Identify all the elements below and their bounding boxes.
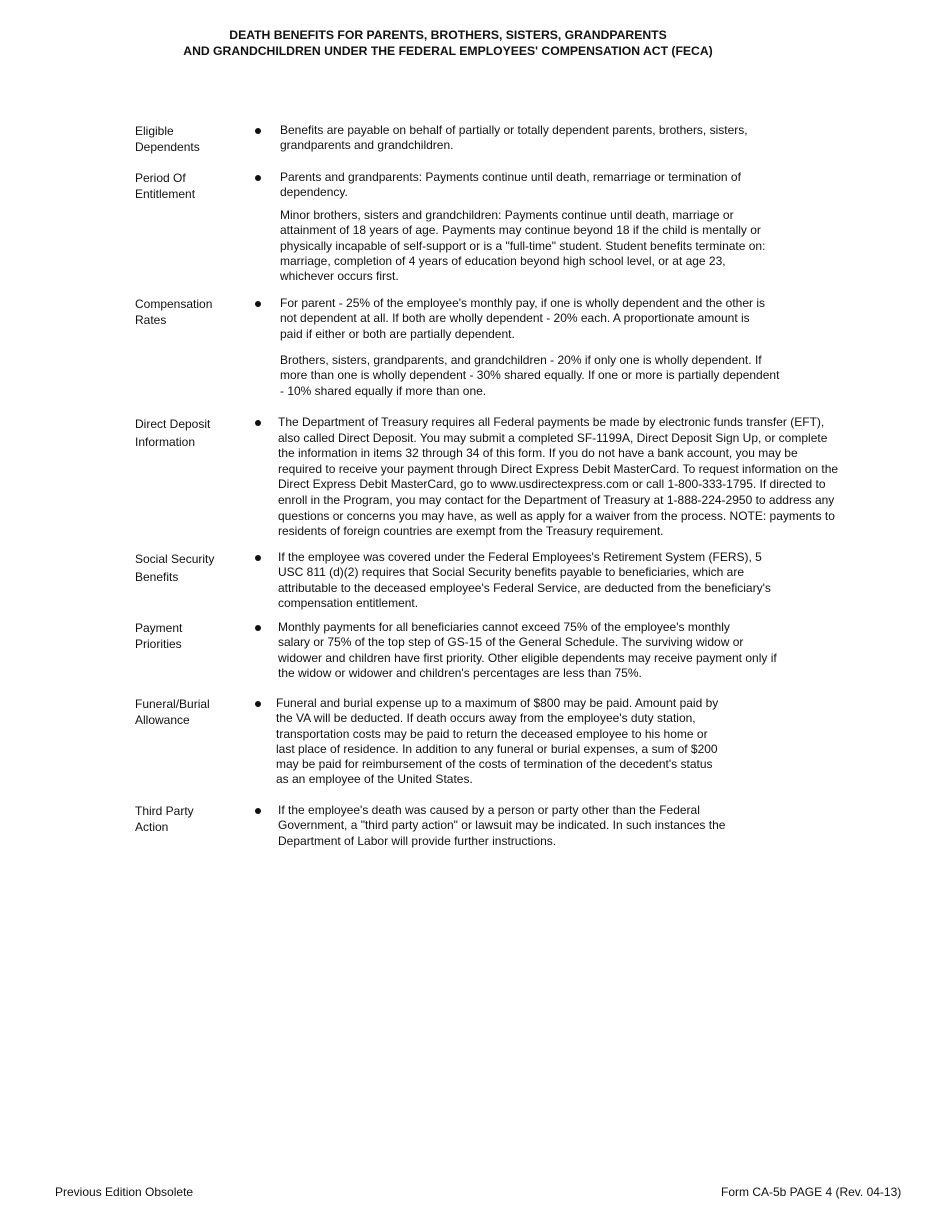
section-label: Direct Deposit Information — [135, 417, 211, 449]
page-title-line-1: DEATH BENEFITS FOR PARENTS, BROTHERS, SISTERS, GRANDPARENTS — [229, 28, 667, 42]
bullet-icon — [254, 551, 264, 565]
bullet-icon — [254, 697, 264, 711]
footer-edition-note: Previous Edition Obsolete — [55, 1185, 194, 1199]
section-paragraph: The Department of Treasury requires all Federal payments be made by electronic funds transfer (EFT), also called Direct Deposit. You may submit a completed SF-1199A, Direct Deposit Sign Up, or complete the information in items 32 through 34 of this form. If you do not have a bank account, you may be required to receive your payment through Direct Express Debit MasterCard. To request information on the Direct Express Debit MasterCard, go to www.usdirectexpress.com or call 1-800-333-1795. If directed to enroll in the Program, you may contact for the Department of Treasury at 1-888-224-2950 to address any questions or concerns you may have, as well as apply for a waiver from the process. NOTE: payments to residents of foreign countries are exempt from the Treasury requirement. — [278, 415, 839, 539]
section-label: Period Of Entitlement — [135, 171, 196, 201]
section-label: Social Security Benefits — [135, 552, 215, 584]
page-title — [0, 27, 896, 59]
section-paragraph: If the employee was covered under the Federal Employees's Retirement System (FERS), 5 USC 811 (d)(2) requires that Social Security benefits payable to beneficiaries, which are attributable to the deceased employee's Federal Service, are deducted from the beneficiary's compensation entitlement. — [278, 550, 771, 610]
section-label: Eligible Dependents — [135, 124, 200, 154]
bullet-icon — [254, 124, 264, 138]
bullet-icon — [254, 171, 264, 185]
section-paragraph: Brothers, sisters, grandparents, and grandchildren - 20% if only one is wholly dependent. If more than one is wholly dependent - 30% shared equally. If one or more is partially dependent - 10% shared equally if more than one. — [280, 353, 780, 398]
section-paragraph: Monthly payments for all beneficiaries cannot exceed 75% of the employee's monthly salary or 75% of the top step of GS-15 of the General Schedule. The surviving widow or widower and children have first priority. Other eligible dependents may receive payment only if the widow or widower and children's percentages are less than 75%. — [278, 620, 777, 680]
section-label: Funeral/Burial Allowance — [135, 697, 210, 727]
bullet-icon — [254, 416, 264, 430]
page-title-line-2: AND GRANDCHILDREN UNDER THE FEDERAL EMPLOYEES' COMPENSATION ACT (FECA) — [183, 44, 713, 58]
footer-form-id: Form CA-5b PAGE 4 (Rev. 04-13) — [721, 1185, 902, 1199]
section-label: Compensation Rates — [135, 297, 213, 327]
section-label: Payment Priorities — [135, 621, 183, 651]
section-label: Third Party Action — [135, 804, 194, 834]
section-paragraph: Funeral and burial expense up to a maximum of $800 may be paid. Amount paid by the VA will be deducted. If death occurs away from the employee's duty station, transportation costs may be paid to return the deceased employee to his home or last place of residence. In addition to any funeral or burial expenses, a sum of $200 may be paid for reimbursement of the costs of termination of the decedent's status as an employee of the United States. — [276, 696, 719, 787]
section-paragraph: Minor brothers, sisters and grandchildren: Payments continue until death, marriage or attainment of 18 years of age. Payments may continue beyond 18 if the child is mentally or physically incapable of self-support or is a "full-time" student. Student benefits terminate on: marriage, completion of 4 years of education beyond high school level, or at age 23, whichever occurs first. — [280, 208, 766, 284]
bullet-icon — [254, 804, 264, 818]
section-paragraph: If the employee's death was caused by a person or party other than the Federal Government, a "third party action" or lawsuit may be indicated. In such instances the Department of Labor will provide further instructions. — [278, 803, 726, 848]
section-paragraph: Parents and grandparents: Payments continue until death, remarriage or termination of dependency. — [280, 170, 741, 200]
bullet-icon — [254, 621, 264, 635]
section-paragraph: Benefits are payable on behalf of partially or totally dependent parents, brothers, sisters, grandparents and grandchildren. — [280, 123, 748, 153]
section-paragraph: For parent - 25% of the employee's monthly pay, if one is wholly dependent and the other is not dependent at all. If both are wholly dependent - 20% each. A proportionate amount is paid if either or both are partially dependent. — [280, 296, 766, 341]
bullet-icon — [254, 297, 264, 311]
